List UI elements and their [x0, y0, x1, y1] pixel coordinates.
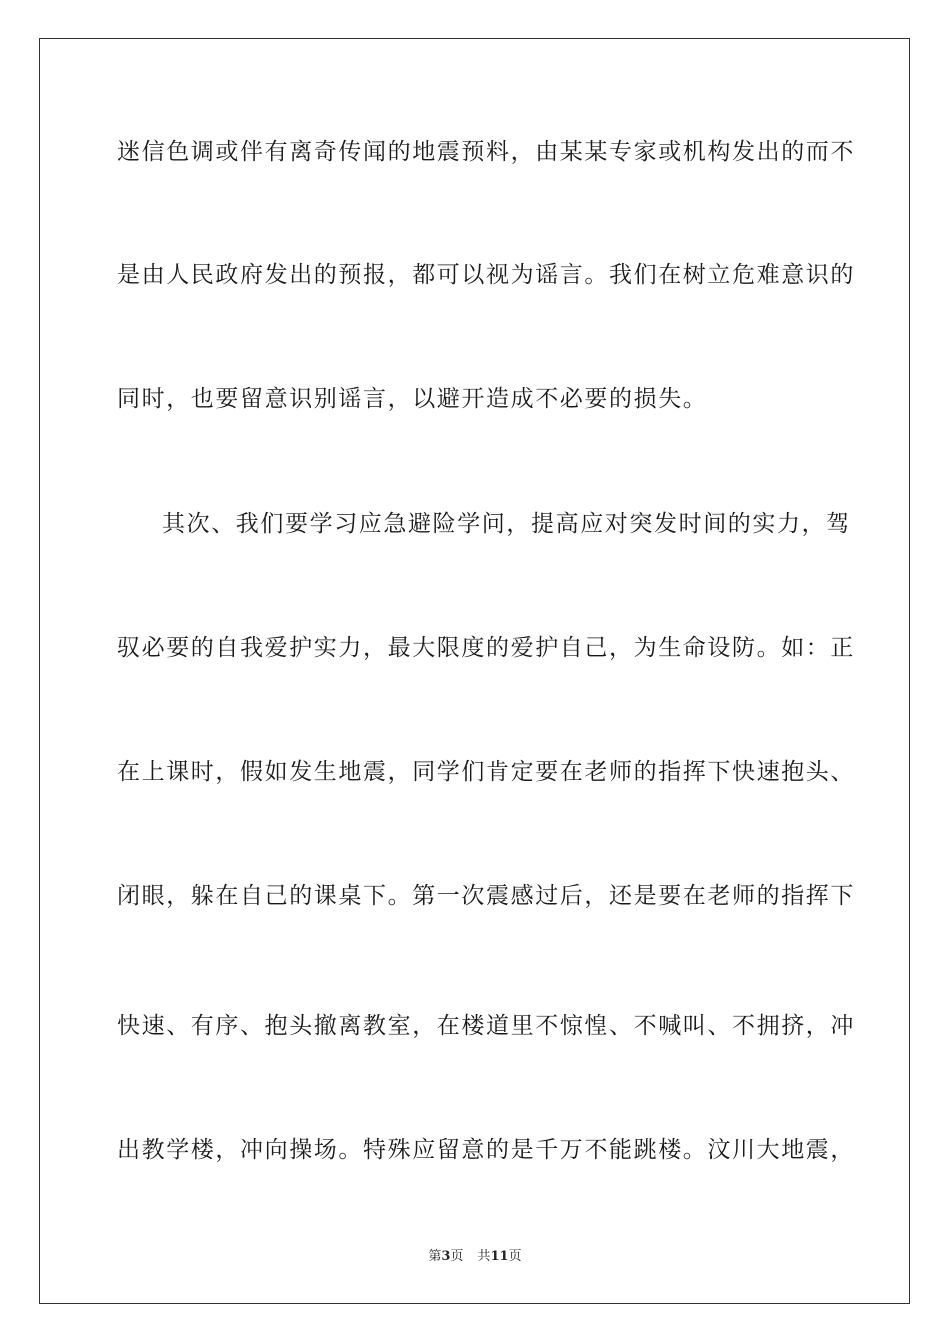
text-line: 是由人民政府发出的预报，都可以视为谣言。我们在树立危难意识的	[117, 262, 855, 288]
total-suffix: 页	[508, 1249, 522, 1264]
text-line: 驭必要的自我爱护实力，最大限度的爱护自己，为生命设防。如：正	[117, 635, 855, 661]
text-line: 在上课时，假如发生地震，同学们肯定要在老师的指挥下快速抱头、	[117, 759, 855, 785]
text-line: 同时，也要留意识别谣言，以避开造成不必要的损失。	[117, 386, 708, 412]
page-suffix: 页	[450, 1249, 464, 1264]
page-border	[39, 38, 910, 1304]
page-footer	[0, 1248, 950, 1266]
text-line: 闭眼，躲在自己的课桌下。第一次震感过后，还是要在老师的指挥下	[117, 883, 855, 909]
total-prefix: 共	[477, 1249, 491, 1264]
total-pages-number: 11	[490, 1249, 509, 1264]
paragraph-first-line: 其次、我们要学习应急避险学问，提高应对突发时间的实力，驾	[162, 511, 851, 537]
text-line: 迷信色调或伴有离奇传闻的地震预料，由某某专家或机构发出的而不	[117, 139, 855, 165]
current-page-number: 3	[441, 1249, 451, 1264]
page-prefix: 第	[428, 1249, 442, 1264]
text-line: 出教学楼，冲向操场。特殊应留意的是千万不能跳楼。汶川大地震，	[117, 1137, 855, 1163]
text-line: 快速、有序、抱头撤离教室，在楼道里不惊惶、不喊叫、不拥挤，冲	[117, 1013, 855, 1039]
